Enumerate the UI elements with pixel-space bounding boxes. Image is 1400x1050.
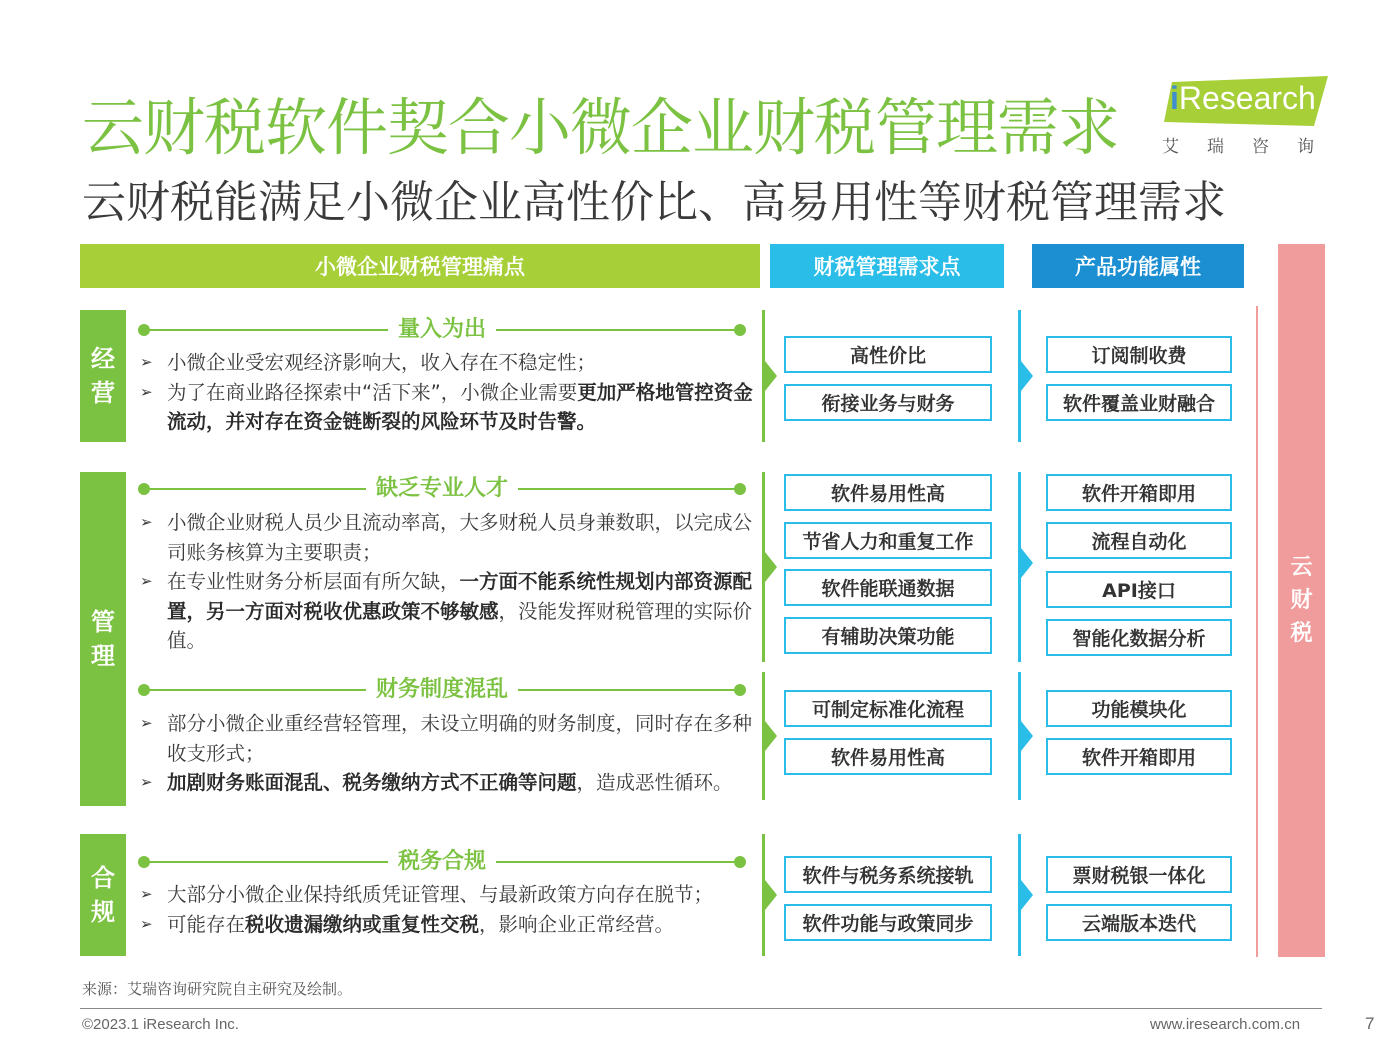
bullet-item: ➢ 大部分小微企业保持纸质凭证管理、与最新政策方向存在脱节； — [140, 883, 714, 906]
page-subtitle: 云财税能满足小微企业高性价比、高易用性等财税管理需求 — [82, 177, 1226, 228]
arrow-right-icon — [1021, 548, 1033, 578]
cloud-bar-char: 税 — [1290, 621, 1313, 646]
cloud-bar-char: 云 — [1290, 555, 1313, 580]
copyright: ©2023.1 iResearch Inc. — [82, 1016, 239, 1033]
section-bullets — [140, 880, 756, 939]
feature-box: 票财税银一体化 — [1046, 856, 1232, 893]
arrow-right-icon — [765, 721, 777, 751]
header-features: 产品功能属性 — [1032, 244, 1244, 288]
section-title-row — [138, 476, 746, 502]
logo-chinese-name: 艾瑞咨询 — [1162, 137, 1342, 157]
category-management-char: 理 — [91, 642, 115, 670]
page-title: 云财税软件契合小微企业财税管理需求 — [82, 91, 1120, 164]
page-number: 7 — [1365, 1014, 1375, 1033]
website-link[interactable]: www.iresearch.com.cn — [1150, 1016, 1301, 1033]
section-title-row — [138, 317, 746, 343]
arrow-right-icon — [765, 880, 777, 910]
category-compliance-char: 合 — [91, 864, 115, 892]
requirement-box: 软件易用性高 — [784, 474, 992, 511]
section-title: 缺乏专业人才 — [138, 476, 746, 502]
requirement-box: 软件易用性高 — [784, 738, 992, 775]
feature-box: API接口 — [1046, 571, 1232, 608]
iresearch-logo — [1158, 72, 1342, 162]
section-title: 税务合规 — [138, 849, 746, 875]
requirement-box: 软件能联通数据 — [784, 569, 992, 606]
category-operation-char: 营 — [91, 379, 115, 407]
section-bullets — [140, 348, 756, 437]
bullet-item: ➢ 部分小微企业重经营轻管理，未设立明确的财务制度，同时存在多种收支形式； — [140, 712, 753, 765]
section-bullets — [140, 508, 756, 656]
feature-box: 订阅制收费 — [1046, 336, 1232, 373]
requirement-box: 高性价比 — [784, 336, 992, 373]
category-operation-char: 经 — [91, 345, 115, 373]
category-operation — [80, 310, 126, 442]
arrow-right-icon — [1021, 721, 1033, 751]
bullet-item: ➢ 为了在商业路径探索中“活下来”，小微企业需要更加严格地管控资金流动，并对存在资金链断裂的风险环节及时告警。 — [140, 380, 753, 433]
source-note: 来源：艾瑞咨询研究院自主研究及绘制。 — [82, 980, 353, 998]
bullet-item: ➢ 小微企业受宏观经济影响大，收入存在不稳定性； — [140, 351, 597, 374]
requirement-box: 衔接业务与财务 — [784, 384, 992, 421]
bullet-item: ➢ 可能存在税收遗漏缴纳或重复性交税，影响企业正常经营。 — [140, 912, 675, 936]
feature-box: 智能化数据分析 — [1046, 619, 1232, 656]
bullet-item: ➢ 加剧财务账面混乱、税务缴纳方式不正确等问题，造成恶性循环。 — [140, 771, 733, 794]
feature-box: 云端版本迭代 — [1046, 904, 1232, 941]
arrow-right-icon — [1021, 361, 1033, 391]
category-management-char: 管 — [91, 608, 115, 636]
category-compliance-char: 规 — [91, 898, 115, 926]
feature-box: 软件开箱即用 — [1046, 738, 1232, 775]
requirement-box: 软件功能与政策同步 — [784, 904, 992, 941]
feature-box: 软件覆盖业财融合 — [1046, 384, 1232, 421]
cloud-bar-line — [1256, 306, 1258, 957]
feature-box: 流程自动化 — [1046, 522, 1232, 559]
footer-divider — [80, 1008, 1322, 1009]
cloud-bar-char: 财 — [1290, 588, 1313, 613]
arrow-right-icon — [765, 552, 777, 582]
bullet-item: ➢ 在专业性财务分析层面有所欠缺，一方面不能系统性规划内部资源配置，另一方面对税收优惠政策不够敏感，没能发挥财税管理的实际价值。 — [140, 570, 753, 652]
logo-wordmark: iResearch — [1170, 80, 1316, 116]
requirement-box: 节省人力和重复工作 — [784, 522, 992, 559]
section-title: 财务制度混乱 — [138, 677, 746, 703]
requirement-box: 软件与税务系统接轨 — [784, 856, 992, 893]
section-bullets — [140, 709, 756, 798]
section-title-row — [138, 677, 746, 703]
section-title-row — [138, 849, 746, 875]
arrow-right-icon — [765, 361, 777, 391]
requirement-box: 有辅助决策功能 — [784, 617, 992, 654]
feature-box: 功能模块化 — [1046, 690, 1232, 727]
category-management — [80, 472, 126, 806]
bullet-item: ➢ 小微企业财税人员少且流动率高，大多财税人员身兼数职，以完成公司账务核算为主要职责； — [140, 511, 753, 564]
feature-box: 软件开箱即用 — [1046, 474, 1232, 511]
cloud-finance-tax-bar — [1278, 244, 1325, 957]
header-requirements: 财税管理需求点 — [770, 244, 1004, 288]
requirement-box: 可制定标准化流程 — [784, 690, 992, 727]
arrow-right-icon — [1021, 880, 1033, 910]
header-pain-points: 小微企业财税管理痛点 — [80, 244, 760, 288]
category-compliance — [80, 834, 126, 956]
section-title: 量入为出 — [138, 317, 746, 343]
